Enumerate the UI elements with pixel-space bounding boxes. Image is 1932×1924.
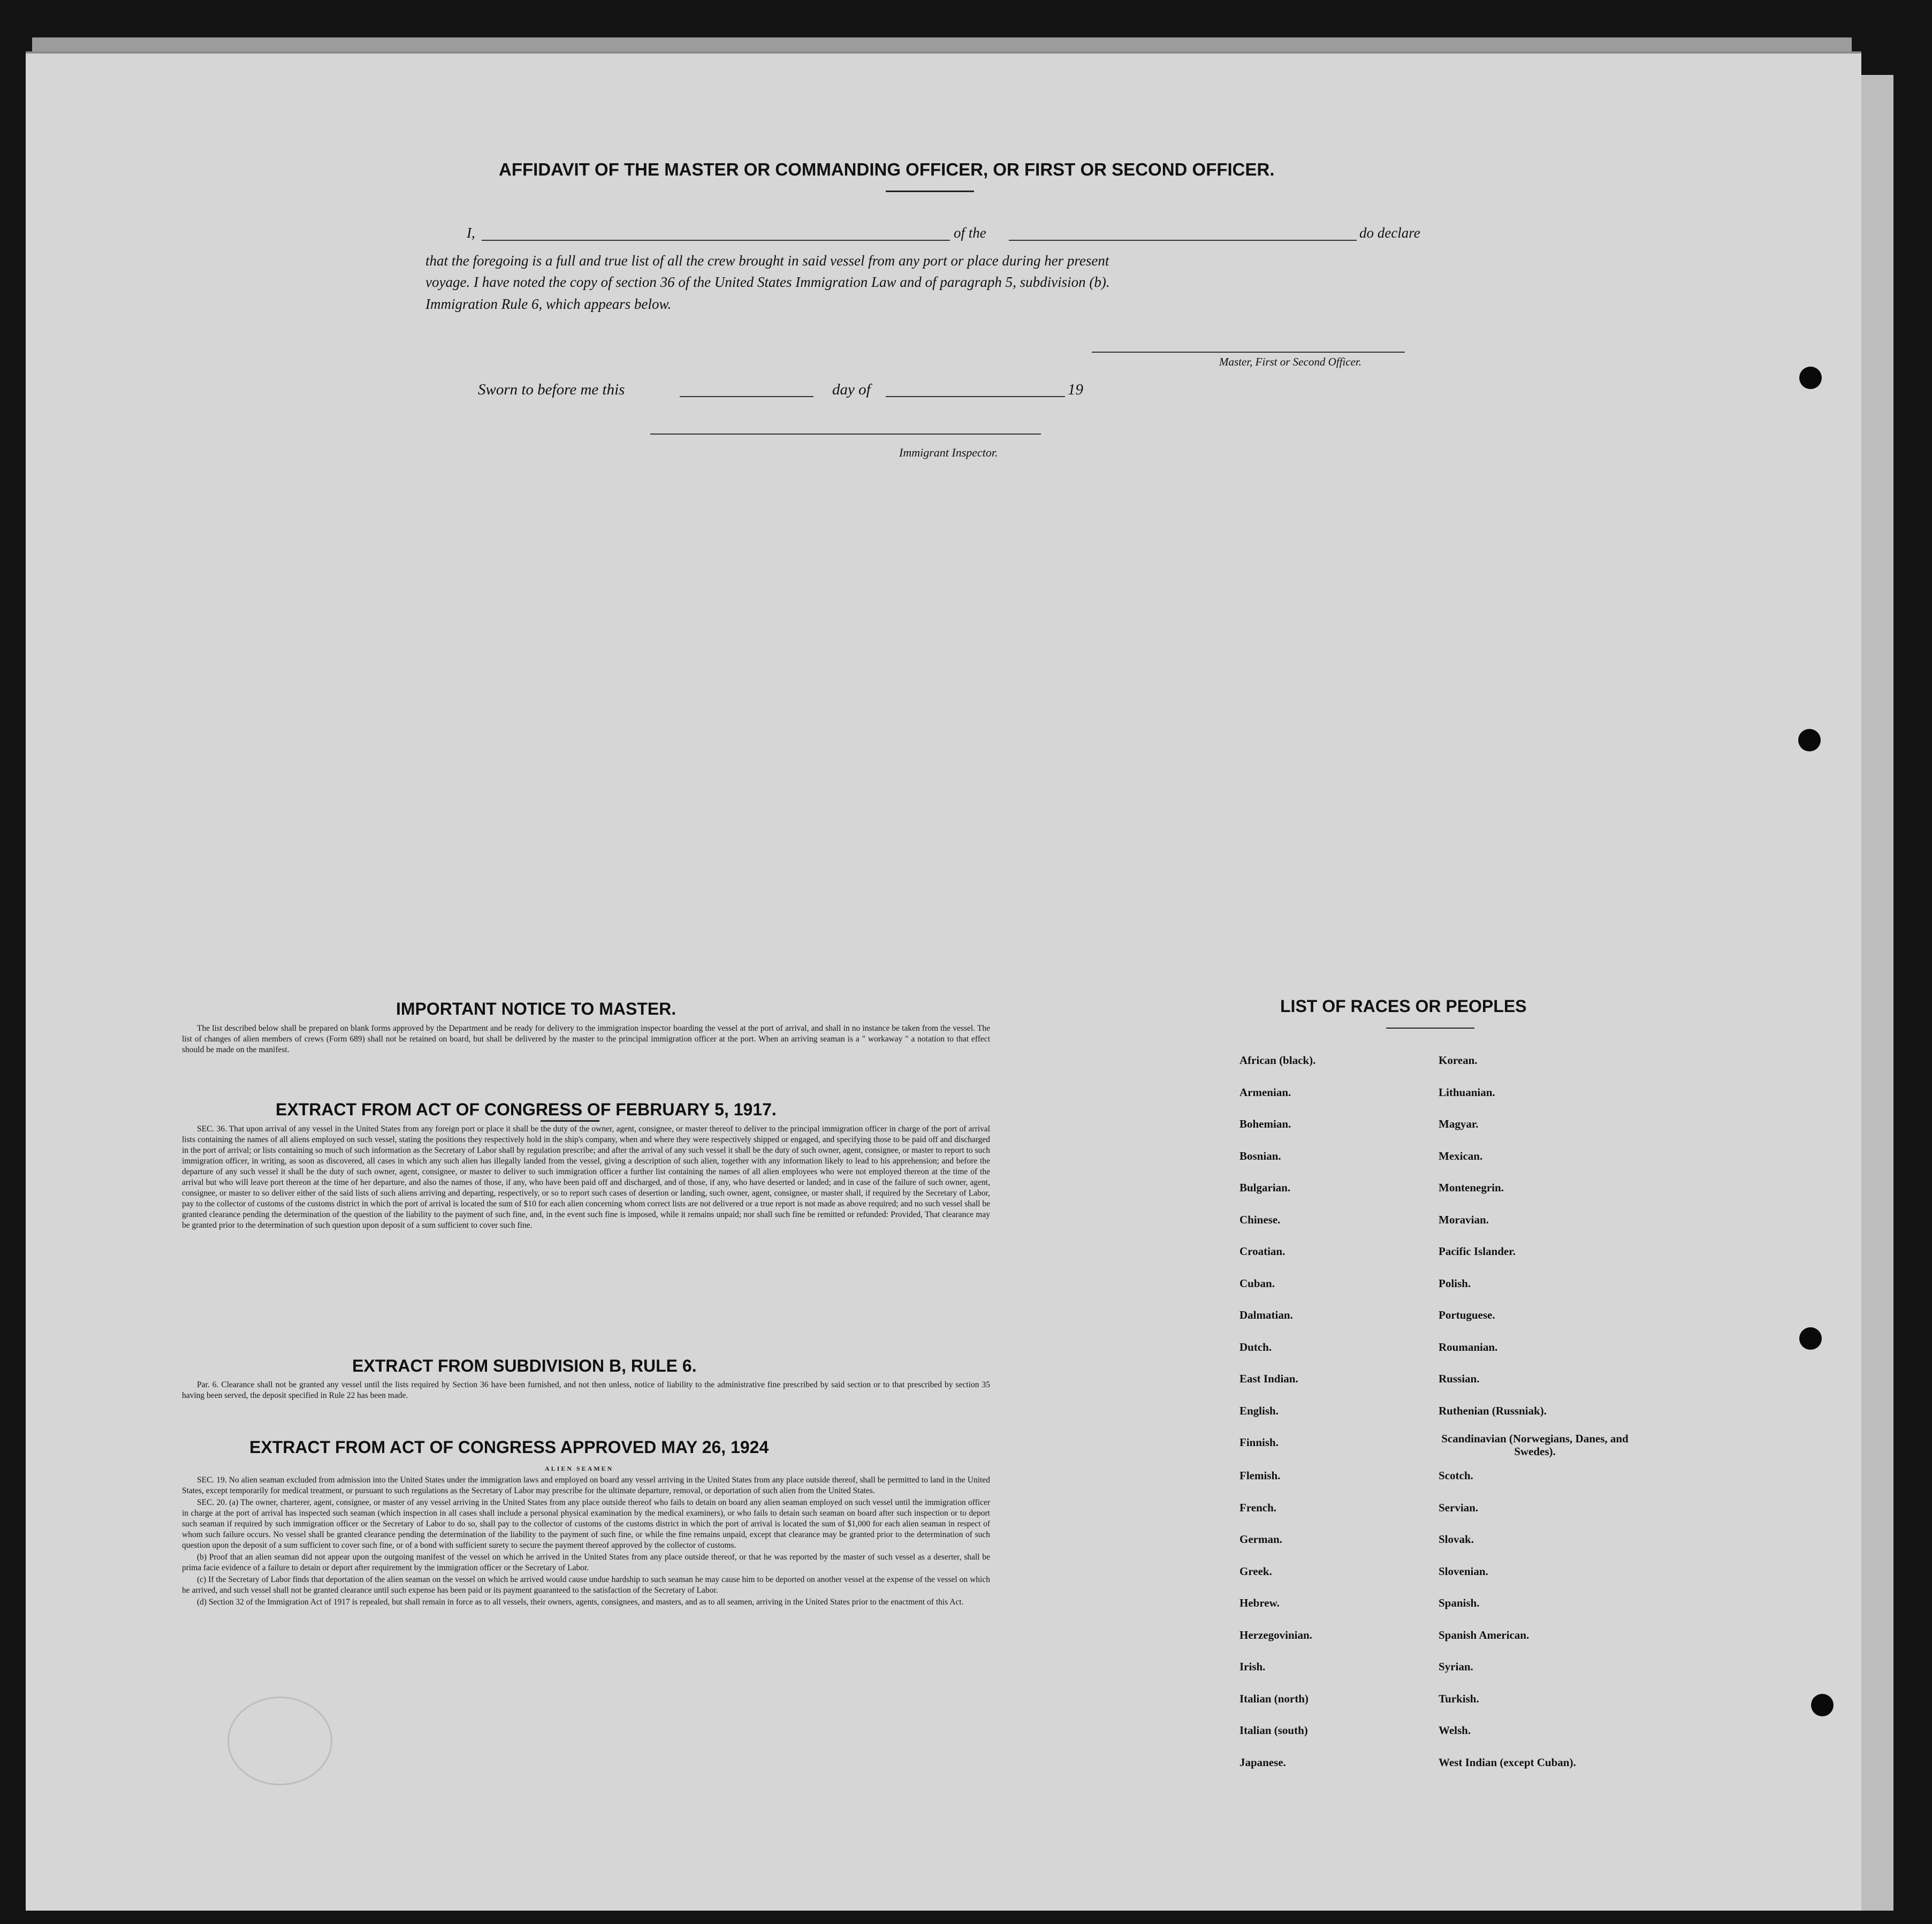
sworn-month-line[interactable] <box>886 396 1065 397</box>
race-item: Greek. <box>1239 1565 1272 1578</box>
punch-hole <box>1799 367 1822 389</box>
inspector-signature-line[interactable] <box>650 434 1041 435</box>
race-item: Hebrew. <box>1239 1596 1280 1609</box>
race-item: Welsh. <box>1439 1724 1471 1737</box>
race-item: Irish. <box>1239 1660 1266 1673</box>
notice-paragraph: The list described below shall be prepared on blank forms approved by the Department and be ready for delivery to the immigration inspector boarding the vessel at the port of arrival, and shall in no instance be taken from the vessel. The list of changes of alien members of crews (Form 689) shall not be retained on board, but shall be delivered by the master to the principal immigration officer at the port. When an arriving seaman is a " workaway " a notation to that effect should be made on the manifest. <box>182 1024 990 1054</box>
race-item: Mexican. <box>1439 1150 1483 1162</box>
race-item: Herzegovinian. <box>1239 1629 1312 1641</box>
race-item: English. <box>1239 1404 1279 1417</box>
race-item: Portuguese. <box>1439 1309 1495 1321</box>
affidavit-do-declare-label: do declare <box>1359 225 1420 241</box>
day-of-label: day of <box>832 381 871 398</box>
sec-36-paragraph: SEC. 36. That upon arrival of any vessel in the United States from any foreign port or place it shall be the duty of the owner, agent, consignee, or master thereof to deliver to the principal immigration officer in charge of the port of arrival lists containing the names of all aliens employed on such vessel, stating the positions they respectively hold in the ship's company, when and where they were respectively shipped or engaged, and specifying those to be paid off and discharged in the port of arrival; or lists containing so much of such information as the Secretary of Labor shall by regulation prescribe; and after the arrival of any such vessel it shall be the duty of such owner, agent, consignee, or master to report to such immigration officer, in writing, as soon as discovered, all cases in which any such alien has illegally landed from the vessel, giving a description of such alien, together with any information likely to lead to his apprehension; and before the departure of any such vessel it shall be the duty of such owner, agent, consignee, or master to deliver to such immigration officer a further list containing the names of all alien employees who were not employed thereon at the time of the arrival but who will leave port thereon at the time of her departure, and also the names of those, if any, who have been paid off and discharged, and of those, if any, who have deserted or landed; and in case of the failure of such owner, agent, consignee, or master to so deliver either of the said lists of such aliens arriving and departing, respectively, or so to report such cases of desertion or landing, such owner, agent, consignee, or master shall, if required by the Secretary of Labor, pay to the collector of customs of the customs district in which the port of arrival is located the sum of $10 for each alien concerning whom correct lists are not delivered or a true report is not made as above required; and no such vessel shall be granted clearance pending the determination of the question of the liability to the payment of such fine, and, in the event such fine is imposed, while it remains unpaid; nor shall such fine be remitted or refunded: Provided, That clearance may be granted prior to the determination of such question upon deposit of a sum sufficient to cover such fine. <box>182 1124 990 1230</box>
affidavit-of-the-label: of the <box>954 225 986 241</box>
races-title: LIST OF RACES OR PEOPLES <box>1280 997 1527 1016</box>
race-item: Slovenian. <box>1439 1565 1488 1578</box>
races-title-rule <box>1386 1028 1474 1029</box>
affidavit-title: AFFIDAVIT OF THE MASTER OR COMMANDING OFFICER, OR FIRST OR SECOND OFFICER. <box>499 159 1275 179</box>
extract-1924-subtitle: ALIEN SEAMEN <box>545 1465 614 1472</box>
race-item: West Indian (except Cuban). <box>1439 1756 1576 1769</box>
race-item: Pacific Islander. <box>1439 1245 1516 1258</box>
inspector-label: Immigrant Inspector. <box>899 446 998 459</box>
par-6-paragraph: Par. 6. Clearance shall not be granted any vessel until the lists required by Section 36 have been furnished, and not then unless, notice of liability to the administrative fine prescribed by said section or to that prescribed by section 35 having been served, the deposit specified in Rule 22 has been made. <box>182 1380 990 1400</box>
extract-1917-rule <box>541 1120 599 1122</box>
race-item: Lithuanian. <box>1439 1086 1495 1099</box>
race-item: Italian (south) <box>1239 1724 1308 1737</box>
notice-title: IMPORTANT NOTICE TO MASTER. <box>396 999 676 1018</box>
year-label: 19 <box>1068 381 1083 398</box>
affidavit-title-rule <box>886 191 974 192</box>
extract-rule-6-text <box>182 1380 990 1402</box>
race-item: Slovak. <box>1439 1533 1474 1546</box>
affidavit-line-2: voyage. I have noted the copy of section 36 of the United States Immigration Law and of paragraph 5, subdivision (b). <box>425 274 1110 290</box>
punch-hole <box>1798 729 1821 751</box>
race-item: Cuban. <box>1239 1277 1275 1290</box>
sec-19-paragraph: SEC. 19. No alien seaman excluded from admission into the United States under the immigration laws and employed on board any vessel arriving in the United States from any place outside thereof, shall be permitted to land in the United States, except temporarily for medical treatment, or pursuant to such regulations as the Secretary of Labor may prescribe for the ultimate departure, removal, or deportation of such alien from the United States. <box>182 1476 990 1495</box>
extract-1917-title: EXTRACT FROM ACT OF CONGRESS OF FEBRUARY 5, 1917. <box>276 1100 777 1119</box>
race-item: Servian. <box>1439 1501 1479 1514</box>
race-item: Syrian. <box>1439 1660 1473 1673</box>
sworn-day-line[interactable] <box>680 396 813 397</box>
race-item: Moravian. <box>1439 1213 1489 1226</box>
races-right-column <box>1439 1053 1653 1776</box>
extract-1924-title: EXTRACT FROM ACT OF CONGRESS APPROVED MAY 26, 1924 <box>249 1438 769 1457</box>
race-item: Magyar. <box>1439 1117 1479 1130</box>
race-item: Finnish. <box>1239 1436 1279 1449</box>
sec-20b-paragraph: (b) Proof that an alien seaman did not appear upon the outgoing manifest of the vessel on which he arrived in the United States from any place outside thereof, or that he was reported by the master of such vessel as a deserter, shall be prima facie evidence of a failure to detain or deport after requirement by the immigration officer or the Secretary of Labor. <box>182 1553 990 1572</box>
race-item: Spanish. <box>1439 1596 1480 1609</box>
race-item: Chinese. <box>1239 1213 1281 1226</box>
race-item: African (black). <box>1239 1054 1316 1067</box>
extract-1924-text <box>182 1475 990 1609</box>
race-item: Armenian. <box>1239 1086 1291 1099</box>
master-signature-label: Master, First or Second Officer. <box>1219 355 1361 368</box>
master-signature-line[interactable] <box>1092 352 1405 353</box>
affidavit-i-label: I, <box>467 225 475 241</box>
race-item: German. <box>1239 1533 1282 1546</box>
faded-stamp <box>227 1697 332 1785</box>
race-item: Korean. <box>1439 1054 1478 1067</box>
race-item: Roumanian. <box>1439 1341 1498 1353</box>
affidavit-line-3: Immigration Rule 6, which appears below. <box>425 296 672 312</box>
affidavit-vessel-line[interactable] <box>1009 240 1357 241</box>
race-item: French. <box>1239 1501 1277 1514</box>
sec-20a-paragraph: SEC. 20. (a) The owner, charterer, agent, consignee, or master of any vessel arriving in the United States from any place outside thereof who fails to detain on board any alien seaman employed on such vessel until the immigration officer in charge at the port of arrival has inspected such seaman (which inspection in all cases shall include a personal physical examination by the medical examiners), or who fails to detain such seaman on board after such inspection or to deport such seaman if required by such immigration officer or the Secretary of Labor to do so, shall pay to the collector of customs of the customs district in which the port of arrival is located the sum of $1,000 for each alien seaman in respect of whom such failure occurs. No vessel shall be granted clearance pending the determination of the liability to the payment of such fine, or while the fine remains unpaid, except that clearance may be granted prior to the determination of such question upon the deposit of a sum sufficient to cover such fine, or of a bond with sufficient surety to secure the payment thereof approved by the collector of customs. <box>182 1498 990 1550</box>
races-left-column <box>1239 1053 1416 1776</box>
race-item: Bulgarian. <box>1239 1181 1291 1194</box>
race-item: East Indian. <box>1239 1372 1298 1385</box>
sec-20d-paragraph: (d) Section 32 of the Immigration Act of 1917 is repealed, but shall remain in force as to all vessels, their owners, agents, consignees, and masters, and as to all seamen, arriving in the United States prior to the enactment of this Act. <box>197 1598 964 1607</box>
race-item: Ruthenian (Russniak). <box>1439 1404 1547 1417</box>
race-item: Italian (north) <box>1239 1692 1309 1705</box>
page-edge-right <box>1861 75 1893 1911</box>
race-item: Spanish American. <box>1439 1629 1530 1641</box>
punch-hole <box>1811 1694 1834 1716</box>
race-item: Bosnian. <box>1239 1150 1281 1162</box>
race-item: Dutch. <box>1239 1341 1272 1353</box>
race-item: Croatian. <box>1239 1245 1286 1258</box>
affidavit-line-1: that the foregoing is a full and true list of all the crew brought in said vessel from any port or place during her present <box>425 253 1109 269</box>
sec-20c-paragraph: (c) If the Secretary of Labor finds that deportation of the alien seaman on the vessel on which he arrived would cause undue hardship to such seaman he may cause him to be deported on another vessel at the expense of the vessel on which he arrived, and such vessel shall not be granted clearance until such expense has been paid or its payment guaranteed to the satisfaction of the Secretary of Labor. <box>182 1575 990 1595</box>
race-item: Scandinavian (Norwegians, Danes, and Swedes). <box>1441 1432 1629 1458</box>
extract-1917-text <box>182 1124 990 1232</box>
race-item: Flemish. <box>1239 1469 1281 1482</box>
race-item: Scotch. <box>1439 1469 1473 1482</box>
race-item: Dalmatian. <box>1239 1309 1293 1321</box>
race-item: Bohemian. <box>1239 1117 1291 1130</box>
notice-text <box>182 1023 990 1056</box>
race-item: Polish. <box>1439 1277 1471 1290</box>
extract-rule-6-title: EXTRACT FROM SUBDIVISION B, RULE 6. <box>352 1356 697 1375</box>
race-item: Japanese. <box>1239 1756 1286 1769</box>
affidavit-name-line[interactable] <box>482 240 950 241</box>
race-item: Turkish. <box>1439 1692 1479 1705</box>
sworn-label: Sworn to before me this <box>478 381 625 398</box>
race-item: Russian. <box>1439 1372 1480 1385</box>
race-item: Montenegrin. <box>1439 1181 1504 1194</box>
punch-hole <box>1799 1327 1822 1350</box>
